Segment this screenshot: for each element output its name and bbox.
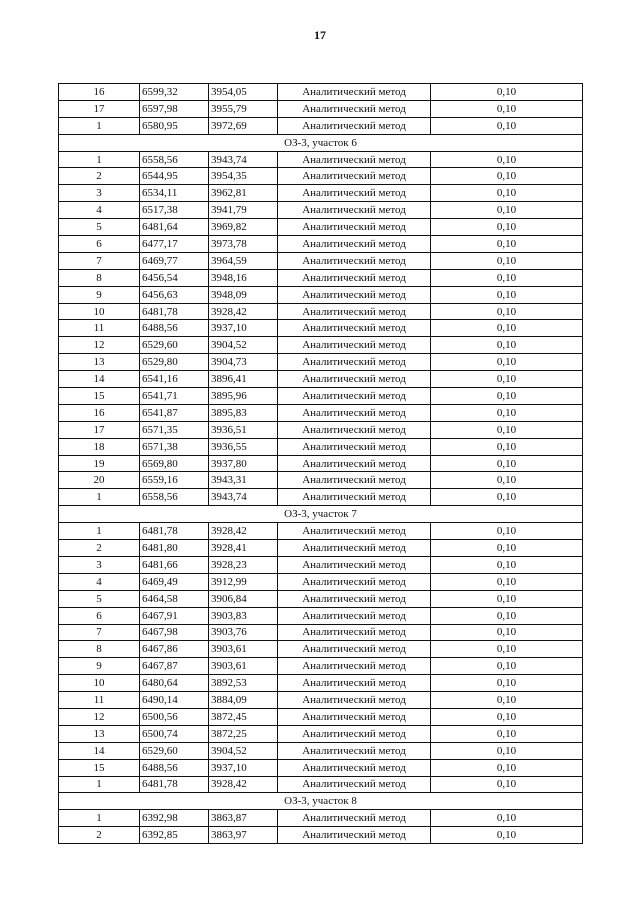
table-row bbox=[59, 252, 583, 269]
coordinate-x-cell: 6456,63 bbox=[140, 286, 209, 303]
coordinate-x-cell: 6467,86 bbox=[140, 641, 209, 658]
method-cell: Аналитический метод bbox=[278, 759, 431, 776]
coordinate-x-cell: 6571,38 bbox=[140, 438, 209, 455]
table-row bbox=[59, 438, 583, 455]
coordinate-x-cell: 6558,56 bbox=[140, 489, 209, 506]
coordinate-y-cell: 3904,52 bbox=[209, 337, 278, 354]
page-number: 17 bbox=[314, 28, 326, 42]
coordinate-x-cell: 6392,98 bbox=[140, 810, 209, 827]
table-row bbox=[59, 523, 583, 540]
method-cell: Аналитический метод bbox=[278, 472, 431, 489]
accuracy-cell: 0,10 bbox=[431, 556, 583, 573]
table-row bbox=[59, 236, 583, 253]
point-number-cell: 16 bbox=[59, 404, 140, 421]
section-title: ОЗ-3, участок 6 bbox=[59, 134, 583, 151]
point-number-cell: 4 bbox=[59, 573, 140, 590]
point-number-cell: 8 bbox=[59, 641, 140, 658]
coordinate-x-cell: 6480,64 bbox=[140, 675, 209, 692]
accuracy-cell: 0,10 bbox=[431, 708, 583, 725]
coordinate-x-cell: 6481,80 bbox=[140, 540, 209, 557]
coordinate-y-cell: 3941,79 bbox=[209, 202, 278, 219]
coordinate-y-cell: 3863,87 bbox=[209, 810, 278, 827]
accuracy-cell: 0,10 bbox=[431, 320, 583, 337]
point-number-cell: 12 bbox=[59, 337, 140, 354]
point-number-cell: 1 bbox=[59, 151, 140, 168]
coordinate-y-cell: 3896,41 bbox=[209, 371, 278, 388]
coordinates-table-body bbox=[59, 84, 583, 844]
table-row bbox=[59, 388, 583, 405]
table-row bbox=[59, 337, 583, 354]
method-cell: Аналитический метод bbox=[278, 236, 431, 253]
point-number-cell: 9 bbox=[59, 286, 140, 303]
table-row bbox=[59, 641, 583, 658]
coordinate-x-cell: 6469,49 bbox=[140, 573, 209, 590]
point-number-cell: 8 bbox=[59, 269, 140, 286]
method-cell: Аналитический метод bbox=[278, 573, 431, 590]
table-row bbox=[59, 320, 583, 337]
point-number-cell: 6 bbox=[59, 236, 140, 253]
section-title: ОЗ-3, участок 8 bbox=[59, 793, 583, 810]
coordinate-x-cell: 6392,85 bbox=[140, 827, 209, 844]
accuracy-cell: 0,10 bbox=[431, 692, 583, 709]
accuracy-cell: 0,10 bbox=[431, 573, 583, 590]
coordinate-x-cell: 6558,56 bbox=[140, 151, 209, 168]
coordinate-y-cell: 3964,59 bbox=[209, 252, 278, 269]
coordinate-x-cell: 6571,35 bbox=[140, 421, 209, 438]
table-row bbox=[59, 573, 583, 590]
coordinate-x-cell: 6481,64 bbox=[140, 219, 209, 236]
coordinate-y-cell: 3928,42 bbox=[209, 303, 278, 320]
point-number-cell: 1 bbox=[59, 776, 140, 793]
method-cell: Аналитический метод bbox=[278, 117, 431, 134]
coordinate-y-cell: 3904,73 bbox=[209, 354, 278, 371]
coordinate-x-cell: 6488,56 bbox=[140, 320, 209, 337]
accuracy-cell: 0,10 bbox=[431, 117, 583, 134]
coordinate-y-cell: 3948,09 bbox=[209, 286, 278, 303]
method-cell: Аналитический метод bbox=[278, 320, 431, 337]
accuracy-cell: 0,10 bbox=[431, 84, 583, 101]
method-cell: Аналитический метод bbox=[278, 185, 431, 202]
table-row bbox=[59, 151, 583, 168]
accuracy-cell: 0,10 bbox=[431, 590, 583, 607]
point-number-cell: 9 bbox=[59, 658, 140, 675]
method-cell: Аналитический метод bbox=[278, 641, 431, 658]
coordinates-table bbox=[58, 83, 583, 844]
table-row bbox=[59, 759, 583, 776]
table-row bbox=[59, 540, 583, 557]
table-row bbox=[59, 827, 583, 844]
accuracy-cell: 0,10 bbox=[431, 371, 583, 388]
coordinate-y-cell: 3903,83 bbox=[209, 607, 278, 624]
accuracy-cell: 0,10 bbox=[431, 827, 583, 844]
method-cell: Аналитический метод bbox=[278, 252, 431, 269]
coordinate-x-cell: 6541,16 bbox=[140, 371, 209, 388]
section-header-row bbox=[59, 506, 583, 523]
table-row bbox=[59, 202, 583, 219]
method-cell: Аналитический метод bbox=[278, 455, 431, 472]
coordinate-y-cell: 3872,45 bbox=[209, 708, 278, 725]
coordinate-y-cell: 3928,41 bbox=[209, 540, 278, 557]
accuracy-cell: 0,10 bbox=[431, 404, 583, 421]
coordinate-x-cell: 6500,74 bbox=[140, 725, 209, 742]
method-cell: Аналитический метод bbox=[278, 438, 431, 455]
section-header-row bbox=[59, 134, 583, 151]
point-number-cell: 15 bbox=[59, 388, 140, 405]
coordinate-y-cell: 3943,74 bbox=[209, 151, 278, 168]
method-cell: Аналитический метод bbox=[278, 404, 431, 421]
coordinate-y-cell: 3937,10 bbox=[209, 320, 278, 337]
point-number-cell: 7 bbox=[59, 252, 140, 269]
method-cell: Аналитический метод bbox=[278, 354, 431, 371]
accuracy-cell: 0,10 bbox=[431, 388, 583, 405]
table-row bbox=[59, 708, 583, 725]
table-row bbox=[59, 776, 583, 793]
coordinate-x-cell: 6481,78 bbox=[140, 523, 209, 540]
method-cell: Аналитический метод bbox=[278, 421, 431, 438]
coordinate-y-cell: 3948,16 bbox=[209, 269, 278, 286]
coordinate-x-cell: 6559,16 bbox=[140, 472, 209, 489]
method-cell: Аналитический метод bbox=[278, 540, 431, 557]
point-number-cell: 16 bbox=[59, 84, 140, 101]
coordinate-y-cell: 3863,97 bbox=[209, 827, 278, 844]
accuracy-cell: 0,10 bbox=[431, 675, 583, 692]
method-cell: Аналитический метод bbox=[278, 388, 431, 405]
accuracy-cell: 0,10 bbox=[431, 540, 583, 557]
coordinate-y-cell: 3895,83 bbox=[209, 404, 278, 421]
coordinate-x-cell: 6597,98 bbox=[140, 100, 209, 117]
coordinate-y-cell: 3954,35 bbox=[209, 168, 278, 185]
method-cell: Аналитический метод bbox=[278, 658, 431, 675]
accuracy-cell: 0,10 bbox=[431, 742, 583, 759]
accuracy-cell: 0,10 bbox=[431, 168, 583, 185]
accuracy-cell: 0,10 bbox=[431, 185, 583, 202]
coordinate-y-cell: 3962,81 bbox=[209, 185, 278, 202]
method-cell: Аналитический метод bbox=[278, 303, 431, 320]
method-cell: Аналитический метод bbox=[278, 675, 431, 692]
accuracy-cell: 0,10 bbox=[431, 100, 583, 117]
coordinate-y-cell: 3928,23 bbox=[209, 556, 278, 573]
table-row bbox=[59, 303, 583, 320]
coordinate-x-cell: 6467,87 bbox=[140, 658, 209, 675]
coordinate-y-cell: 3972,69 bbox=[209, 117, 278, 134]
coordinate-x-cell: 6534,11 bbox=[140, 185, 209, 202]
coordinate-x-cell: 6500,56 bbox=[140, 708, 209, 725]
accuracy-cell: 0,10 bbox=[431, 641, 583, 658]
table-row bbox=[59, 185, 583, 202]
point-number-cell: 11 bbox=[59, 320, 140, 337]
coordinate-y-cell: 3943,31 bbox=[209, 472, 278, 489]
coordinate-y-cell: 3955,79 bbox=[209, 100, 278, 117]
table-row bbox=[59, 168, 583, 185]
point-number-cell: 17 bbox=[59, 100, 140, 117]
accuracy-cell: 0,10 bbox=[431, 725, 583, 742]
point-number-cell: 5 bbox=[59, 590, 140, 607]
point-number-cell: 1 bbox=[59, 523, 140, 540]
table-row bbox=[59, 100, 583, 117]
coordinate-y-cell: 3937,10 bbox=[209, 759, 278, 776]
table-row bbox=[59, 117, 583, 134]
point-number-cell: 10 bbox=[59, 303, 140, 320]
coordinate-x-cell: 6464,58 bbox=[140, 590, 209, 607]
coordinate-x-cell: 6490,14 bbox=[140, 692, 209, 709]
table-row bbox=[59, 725, 583, 742]
method-cell: Аналитический метод bbox=[278, 827, 431, 844]
method-cell: Аналитический метод bbox=[278, 269, 431, 286]
table-row bbox=[59, 742, 583, 759]
point-number-cell: 1 bbox=[59, 810, 140, 827]
accuracy-cell: 0,10 bbox=[431, 236, 583, 253]
accuracy-cell: 0,10 bbox=[431, 337, 583, 354]
method-cell: Аналитический метод bbox=[278, 151, 431, 168]
coordinate-x-cell: 6477,17 bbox=[140, 236, 209, 253]
accuracy-cell: 0,10 bbox=[431, 286, 583, 303]
point-number-cell: 3 bbox=[59, 556, 140, 573]
coordinate-y-cell: 3903,61 bbox=[209, 658, 278, 675]
coordinate-x-cell: 6467,98 bbox=[140, 624, 209, 641]
coordinate-y-cell: 3906,84 bbox=[209, 590, 278, 607]
point-number-cell: 2 bbox=[59, 540, 140, 557]
method-cell: Аналитический метод bbox=[278, 810, 431, 827]
accuracy-cell: 0,10 bbox=[431, 759, 583, 776]
method-cell: Аналитический метод bbox=[278, 489, 431, 506]
point-number-cell: 2 bbox=[59, 827, 140, 844]
table-row bbox=[59, 354, 583, 371]
coordinate-y-cell: 3936,51 bbox=[209, 421, 278, 438]
accuracy-cell: 0,10 bbox=[431, 151, 583, 168]
table-row bbox=[59, 489, 583, 506]
table-row bbox=[59, 590, 583, 607]
table-row bbox=[59, 624, 583, 641]
accuracy-cell: 0,10 bbox=[431, 624, 583, 641]
method-cell: Аналитический метод bbox=[278, 708, 431, 725]
table-row bbox=[59, 692, 583, 709]
coordinate-y-cell: 3904,52 bbox=[209, 742, 278, 759]
point-number-cell: 13 bbox=[59, 725, 140, 742]
coordinate-x-cell: 6599,32 bbox=[140, 84, 209, 101]
accuracy-cell: 0,10 bbox=[431, 489, 583, 506]
method-cell: Аналитический метод bbox=[278, 84, 431, 101]
table-row bbox=[59, 472, 583, 489]
method-cell: Аналитический метод bbox=[278, 590, 431, 607]
method-cell: Аналитический метод bbox=[278, 168, 431, 185]
method-cell: Аналитический метод bbox=[278, 202, 431, 219]
coordinate-y-cell: 3872,25 bbox=[209, 725, 278, 742]
table-row bbox=[59, 556, 583, 573]
point-number-cell: 17 bbox=[59, 421, 140, 438]
point-number-cell: 1 bbox=[59, 117, 140, 134]
accuracy-cell: 0,10 bbox=[431, 810, 583, 827]
coordinate-y-cell: 3884,09 bbox=[209, 692, 278, 709]
accuracy-cell: 0,10 bbox=[431, 455, 583, 472]
coordinate-y-cell: 3943,74 bbox=[209, 489, 278, 506]
accuracy-cell: 0,10 bbox=[431, 421, 583, 438]
method-cell: Аналитический метод bbox=[278, 371, 431, 388]
coordinate-x-cell: 6541,71 bbox=[140, 388, 209, 405]
method-cell: Аналитический метод bbox=[278, 337, 431, 354]
point-number-cell: 13 bbox=[59, 354, 140, 371]
coordinate-y-cell: 3973,78 bbox=[209, 236, 278, 253]
coordinate-x-cell: 6544,95 bbox=[140, 168, 209, 185]
method-cell: Аналитический метод bbox=[278, 776, 431, 793]
table-row bbox=[59, 286, 583, 303]
point-number-cell: 4 bbox=[59, 202, 140, 219]
method-cell: Аналитический метод bbox=[278, 286, 431, 303]
coordinate-x-cell: 6481,66 bbox=[140, 556, 209, 573]
method-cell: Аналитический метод bbox=[278, 219, 431, 236]
accuracy-cell: 0,10 bbox=[431, 252, 583, 269]
table-row bbox=[59, 675, 583, 692]
accuracy-cell: 0,10 bbox=[431, 269, 583, 286]
method-cell: Аналитический метод bbox=[278, 607, 431, 624]
section-header-row bbox=[59, 793, 583, 810]
coordinate-y-cell: 3892,53 bbox=[209, 675, 278, 692]
method-cell: Аналитический метод bbox=[278, 692, 431, 709]
coordinate-x-cell: 6580,95 bbox=[140, 117, 209, 134]
point-number-cell: 20 bbox=[59, 472, 140, 489]
table-row bbox=[59, 371, 583, 388]
point-number-cell: 1 bbox=[59, 489, 140, 506]
method-cell: Аналитический метод bbox=[278, 100, 431, 117]
coordinate-x-cell: 6541,87 bbox=[140, 404, 209, 421]
coordinate-y-cell: 3936,55 bbox=[209, 438, 278, 455]
table-row bbox=[59, 607, 583, 624]
method-cell: Аналитический метод bbox=[278, 742, 431, 759]
accuracy-cell: 0,10 bbox=[431, 658, 583, 675]
point-number-cell: 19 bbox=[59, 455, 140, 472]
method-cell: Аналитический метод bbox=[278, 523, 431, 540]
coordinate-x-cell: 6467,91 bbox=[140, 607, 209, 624]
method-cell: Аналитический метод bbox=[278, 624, 431, 641]
point-number-cell: 10 bbox=[59, 675, 140, 692]
point-number-cell: 11 bbox=[59, 692, 140, 709]
point-number-cell: 15 bbox=[59, 759, 140, 776]
table-row bbox=[59, 810, 583, 827]
coordinate-x-cell: 6469,77 bbox=[140, 252, 209, 269]
coordinate-x-cell: 6569,80 bbox=[140, 455, 209, 472]
coordinate-y-cell: 3928,42 bbox=[209, 523, 278, 540]
accuracy-cell: 0,10 bbox=[431, 776, 583, 793]
accuracy-cell: 0,10 bbox=[431, 219, 583, 236]
coordinate-x-cell: 6529,60 bbox=[140, 742, 209, 759]
coordinate-y-cell: 3954,05 bbox=[209, 84, 278, 101]
point-number-cell: 3 bbox=[59, 185, 140, 202]
coordinate-x-cell: 6517,38 bbox=[140, 202, 209, 219]
coordinate-y-cell: 3903,76 bbox=[209, 624, 278, 641]
section-title: ОЗ-3, участок 7 bbox=[59, 506, 583, 523]
point-number-cell: 14 bbox=[59, 742, 140, 759]
point-number-cell: 12 bbox=[59, 708, 140, 725]
table-row bbox=[59, 219, 583, 236]
coordinate-y-cell: 3937,80 bbox=[209, 455, 278, 472]
table-row bbox=[59, 84, 583, 101]
point-number-cell: 18 bbox=[59, 438, 140, 455]
coordinate-x-cell: 6529,80 bbox=[140, 354, 209, 371]
table-row bbox=[59, 404, 583, 421]
coordinate-y-cell: 3912,99 bbox=[209, 573, 278, 590]
accuracy-cell: 0,10 bbox=[431, 303, 583, 320]
coordinate-y-cell: 3903,61 bbox=[209, 641, 278, 658]
coordinate-y-cell: 3895,96 bbox=[209, 388, 278, 405]
coordinate-y-cell: 3928,42 bbox=[209, 776, 278, 793]
coordinate-x-cell: 6481,78 bbox=[140, 776, 209, 793]
accuracy-cell: 0,10 bbox=[431, 472, 583, 489]
accuracy-cell: 0,10 bbox=[431, 202, 583, 219]
coordinate-y-cell: 3969,82 bbox=[209, 219, 278, 236]
coordinate-x-cell: 6488,56 bbox=[140, 759, 209, 776]
accuracy-cell: 0,10 bbox=[431, 523, 583, 540]
point-number-cell: 6 bbox=[59, 607, 140, 624]
accuracy-cell: 0,10 bbox=[431, 354, 583, 371]
method-cell: Аналитический метод bbox=[278, 725, 431, 742]
table-row bbox=[59, 455, 583, 472]
point-number-cell: 5 bbox=[59, 219, 140, 236]
method-cell: Аналитический метод bbox=[278, 556, 431, 573]
point-number-cell: 7 bbox=[59, 624, 140, 641]
table-row bbox=[59, 269, 583, 286]
table-row bbox=[59, 421, 583, 438]
table-row bbox=[59, 658, 583, 675]
point-number-cell: 2 bbox=[59, 168, 140, 185]
coordinate-x-cell: 6456,54 bbox=[140, 269, 209, 286]
accuracy-cell: 0,10 bbox=[431, 607, 583, 624]
coordinate-x-cell: 6481,78 bbox=[140, 303, 209, 320]
accuracy-cell: 0,10 bbox=[431, 438, 583, 455]
coordinate-x-cell: 6529,60 bbox=[140, 337, 209, 354]
point-number-cell: 14 bbox=[59, 371, 140, 388]
